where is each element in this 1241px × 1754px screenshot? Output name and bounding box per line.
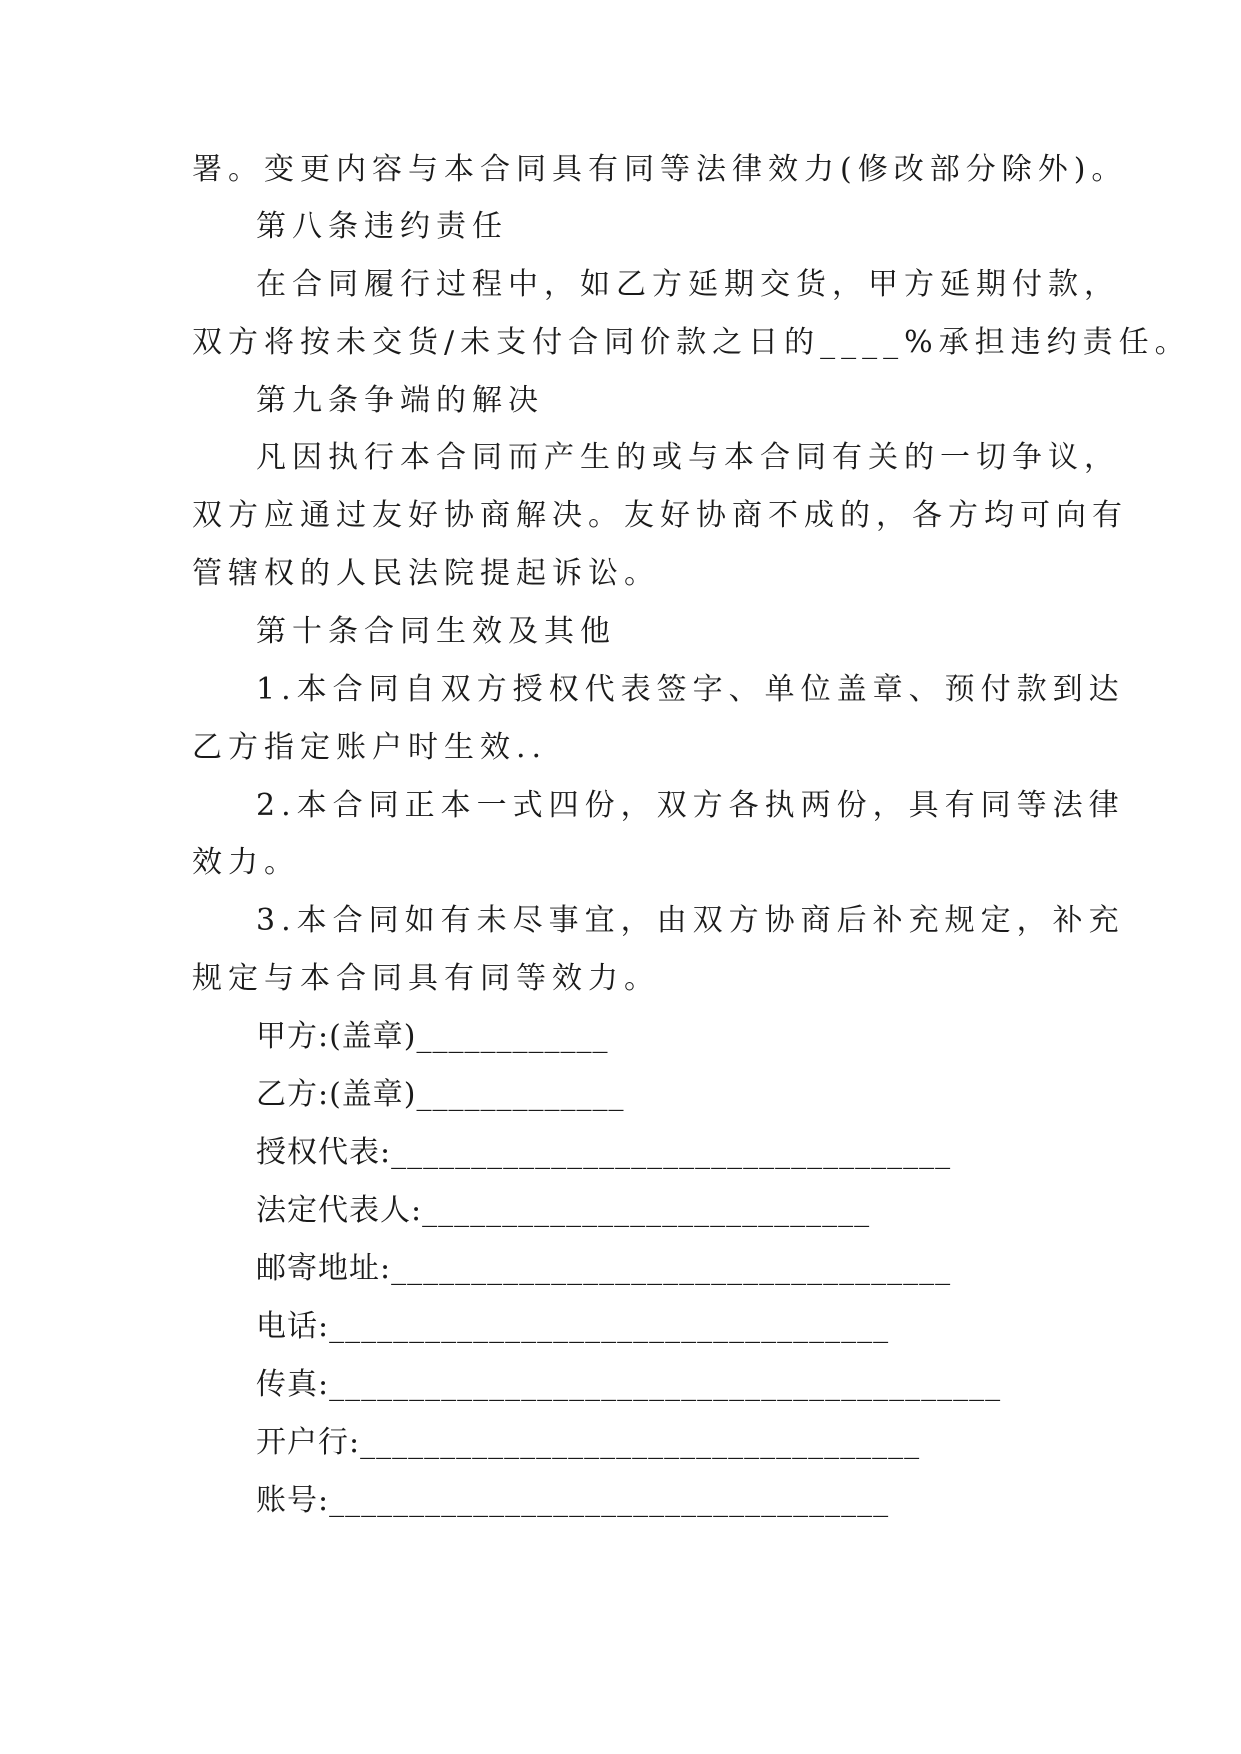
- paragraph-line: 管辖权的人民法院提起诉讼。: [192, 556, 660, 591]
- section-heading-8: 第八条违约责任: [256, 209, 508, 244]
- section-heading-10: 第十条合同生效及其他: [256, 614, 616, 649]
- section-heading-9: 第九条争端的解决: [256, 383, 544, 418]
- paragraph-line: 3.本合同如有未尽事宜，由双方协商后补充规定，补充: [256, 903, 1125, 938]
- paragraph-line: 乙方指定账户时生效..: [192, 730, 548, 765]
- paragraph-line: 凡因执行本合同而产生的或与本合同有关的一切争议，: [256, 440, 1120, 475]
- paragraph-line: 2.本合同正本一式四份，双方各执两份，具有同等法律: [256, 788, 1125, 823]
- paragraph-line: 署。变更内容与本合同具有同等法律效力(修改部分除外)。: [192, 152, 1128, 187]
- paragraph-line: 双方将按未交货/未支付合同价款之日的____%承担违约责任。: [192, 325, 1191, 360]
- mailing-address-field: 邮寄地址:___________________________________: [256, 1251, 952, 1286]
- paragraph-line: 1.本合同自双方授权代表签字、单位盖章、预付款到达: [256, 672, 1125, 707]
- party-a-seal-field: 甲方:(盖章)____________: [256, 1019, 609, 1054]
- legal-representative-field: 法定代表人:____________________________: [256, 1193, 871, 1228]
- paragraph-line: 双方应通过友好协商解决。友好协商不成的，各方均可向有: [192, 498, 1128, 533]
- authorized-representative-field: 授权代表:___________________________________: [256, 1135, 952, 1170]
- party-b-seal-field: 乙方:(盖章)_____________: [256, 1077, 625, 1112]
- account-number-field: 账号:___________________________________: [256, 1483, 890, 1518]
- paragraph-line: 在合同履行过程中，如乙方延期交货，甲方延期付款，: [256, 267, 1120, 302]
- paragraph-line: 规定与本合同具有同等效力。: [192, 961, 660, 996]
- phone-field: 电话:___________________________________: [256, 1309, 890, 1344]
- bank-field: 开户行:___________________________________: [256, 1425, 921, 1460]
- fax-field: 传真:__________________________________________: [256, 1367, 1002, 1402]
- paragraph-line: 效力。: [192, 845, 300, 880]
